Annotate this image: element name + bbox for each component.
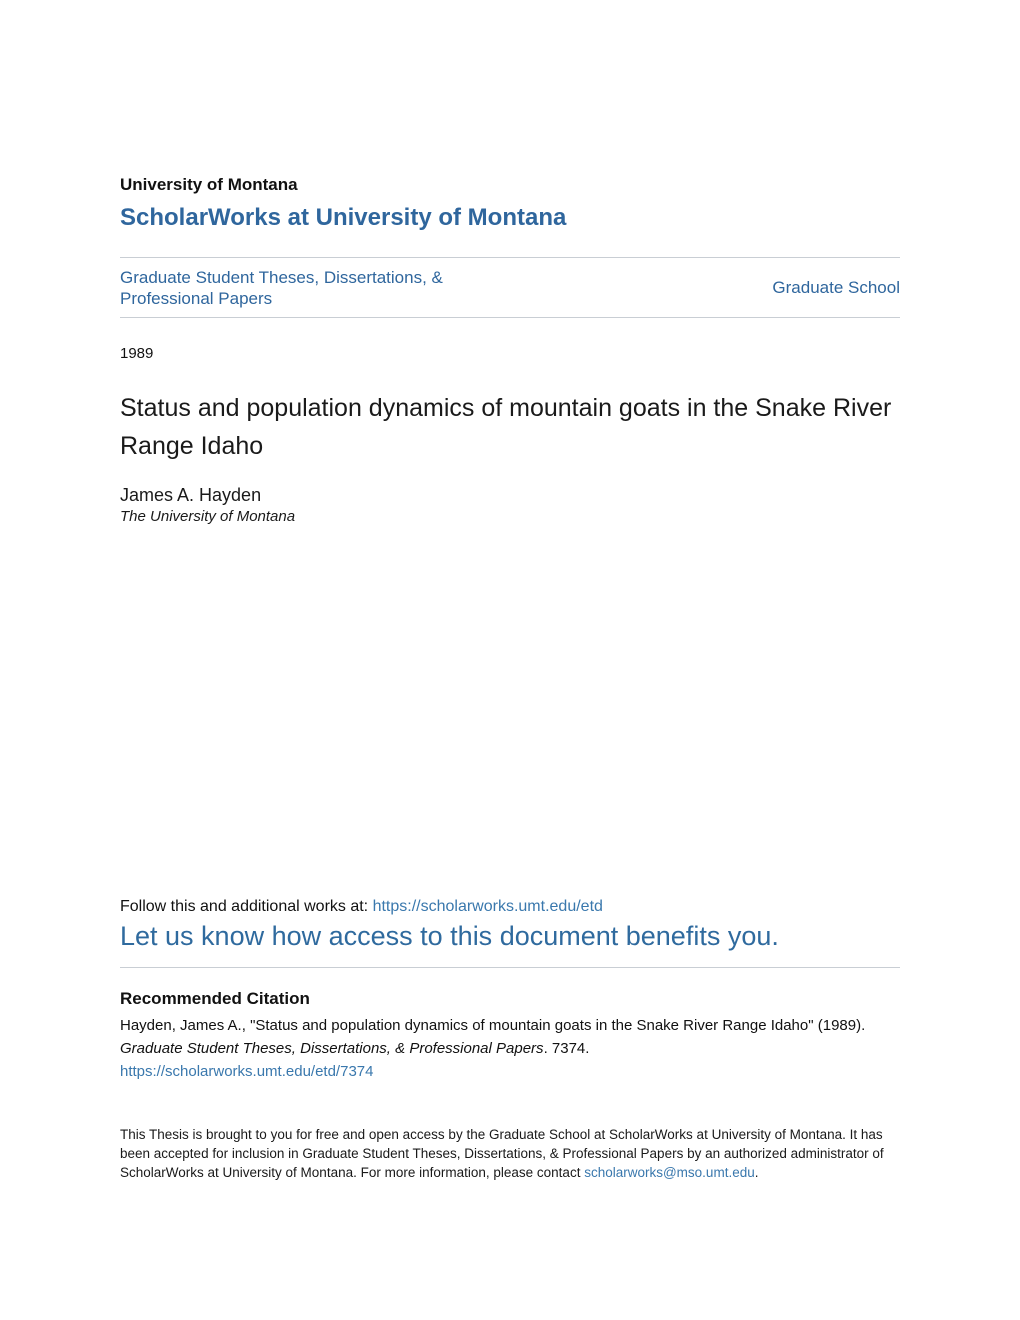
etd-collection-link[interactable]: https://scholarworks.umt.edu/etd — [372, 898, 603, 915]
cover-page — [120, 0, 900, 1182]
access-statement — [120, 1125, 900, 1182]
follow-works-label: Follow this and additional works at: — [120, 898, 369, 915]
benefits-survey-link[interactable]: Let us know how access to this document benefits you. — [120, 921, 779, 951]
citation-main: Hayden, James A., "Status and population dynamics of mountain goats in the Snake River Range Idaho" — [120, 1017, 814, 1034]
series-row — [120, 258, 900, 317]
recommended-citation-text — [120, 1014, 910, 1083]
divider-series-bottom — [120, 317, 900, 318]
follow-works-line — [120, 897, 900, 917]
graduate-school-link[interactable]: Graduate School — [772, 278, 900, 297]
citation-series-italic: Graduate Student Theses, Dissertations, & Professional Papers — [120, 1040, 544, 1057]
access-statement-period: . — [754, 1165, 759, 1180]
repository-title: ScholarWorks at University of Montana — [120, 204, 567, 231]
recommended-citation-heading: Recommended Citation — [120, 989, 310, 1008]
divider-citation-top — [120, 967, 900, 968]
contact-email-link[interactable]: scholarworks@mso.umt.edu — [584, 1165, 755, 1180]
access-statement-text: This Thesis is brought to you for free and open access by the Graduate School at ScholarWorks at University of Montana. It has been accepted for inclusion in Graduate Student Theses, Dissertations, & Professional Papers by an authorized administrator of ScholarWorks at University of Montana. For more information, please contact — [120, 1127, 884, 1180]
citation-year: (1989). — [817, 1017, 866, 1034]
author-name: James A. Hayden — [120, 485, 262, 505]
institution-label: University of Montana — [120, 175, 298, 194]
citation-number: . 7374. — [543, 1040, 590, 1057]
publication-year: 1989 — [120, 345, 154, 362]
author-affiliation: The University of Montana — [120, 508, 296, 525]
citation-url-link[interactable]: https://scholarworks.umt.edu/etd/7374 — [120, 1063, 374, 1080]
series-title-link[interactable]: Graduate Student Theses, Dissertations, & Professional Papers — [120, 267, 443, 308]
document-title: Status and population dynamics of mountain goats in the Snake River Range Idaho — [120, 394, 892, 460]
